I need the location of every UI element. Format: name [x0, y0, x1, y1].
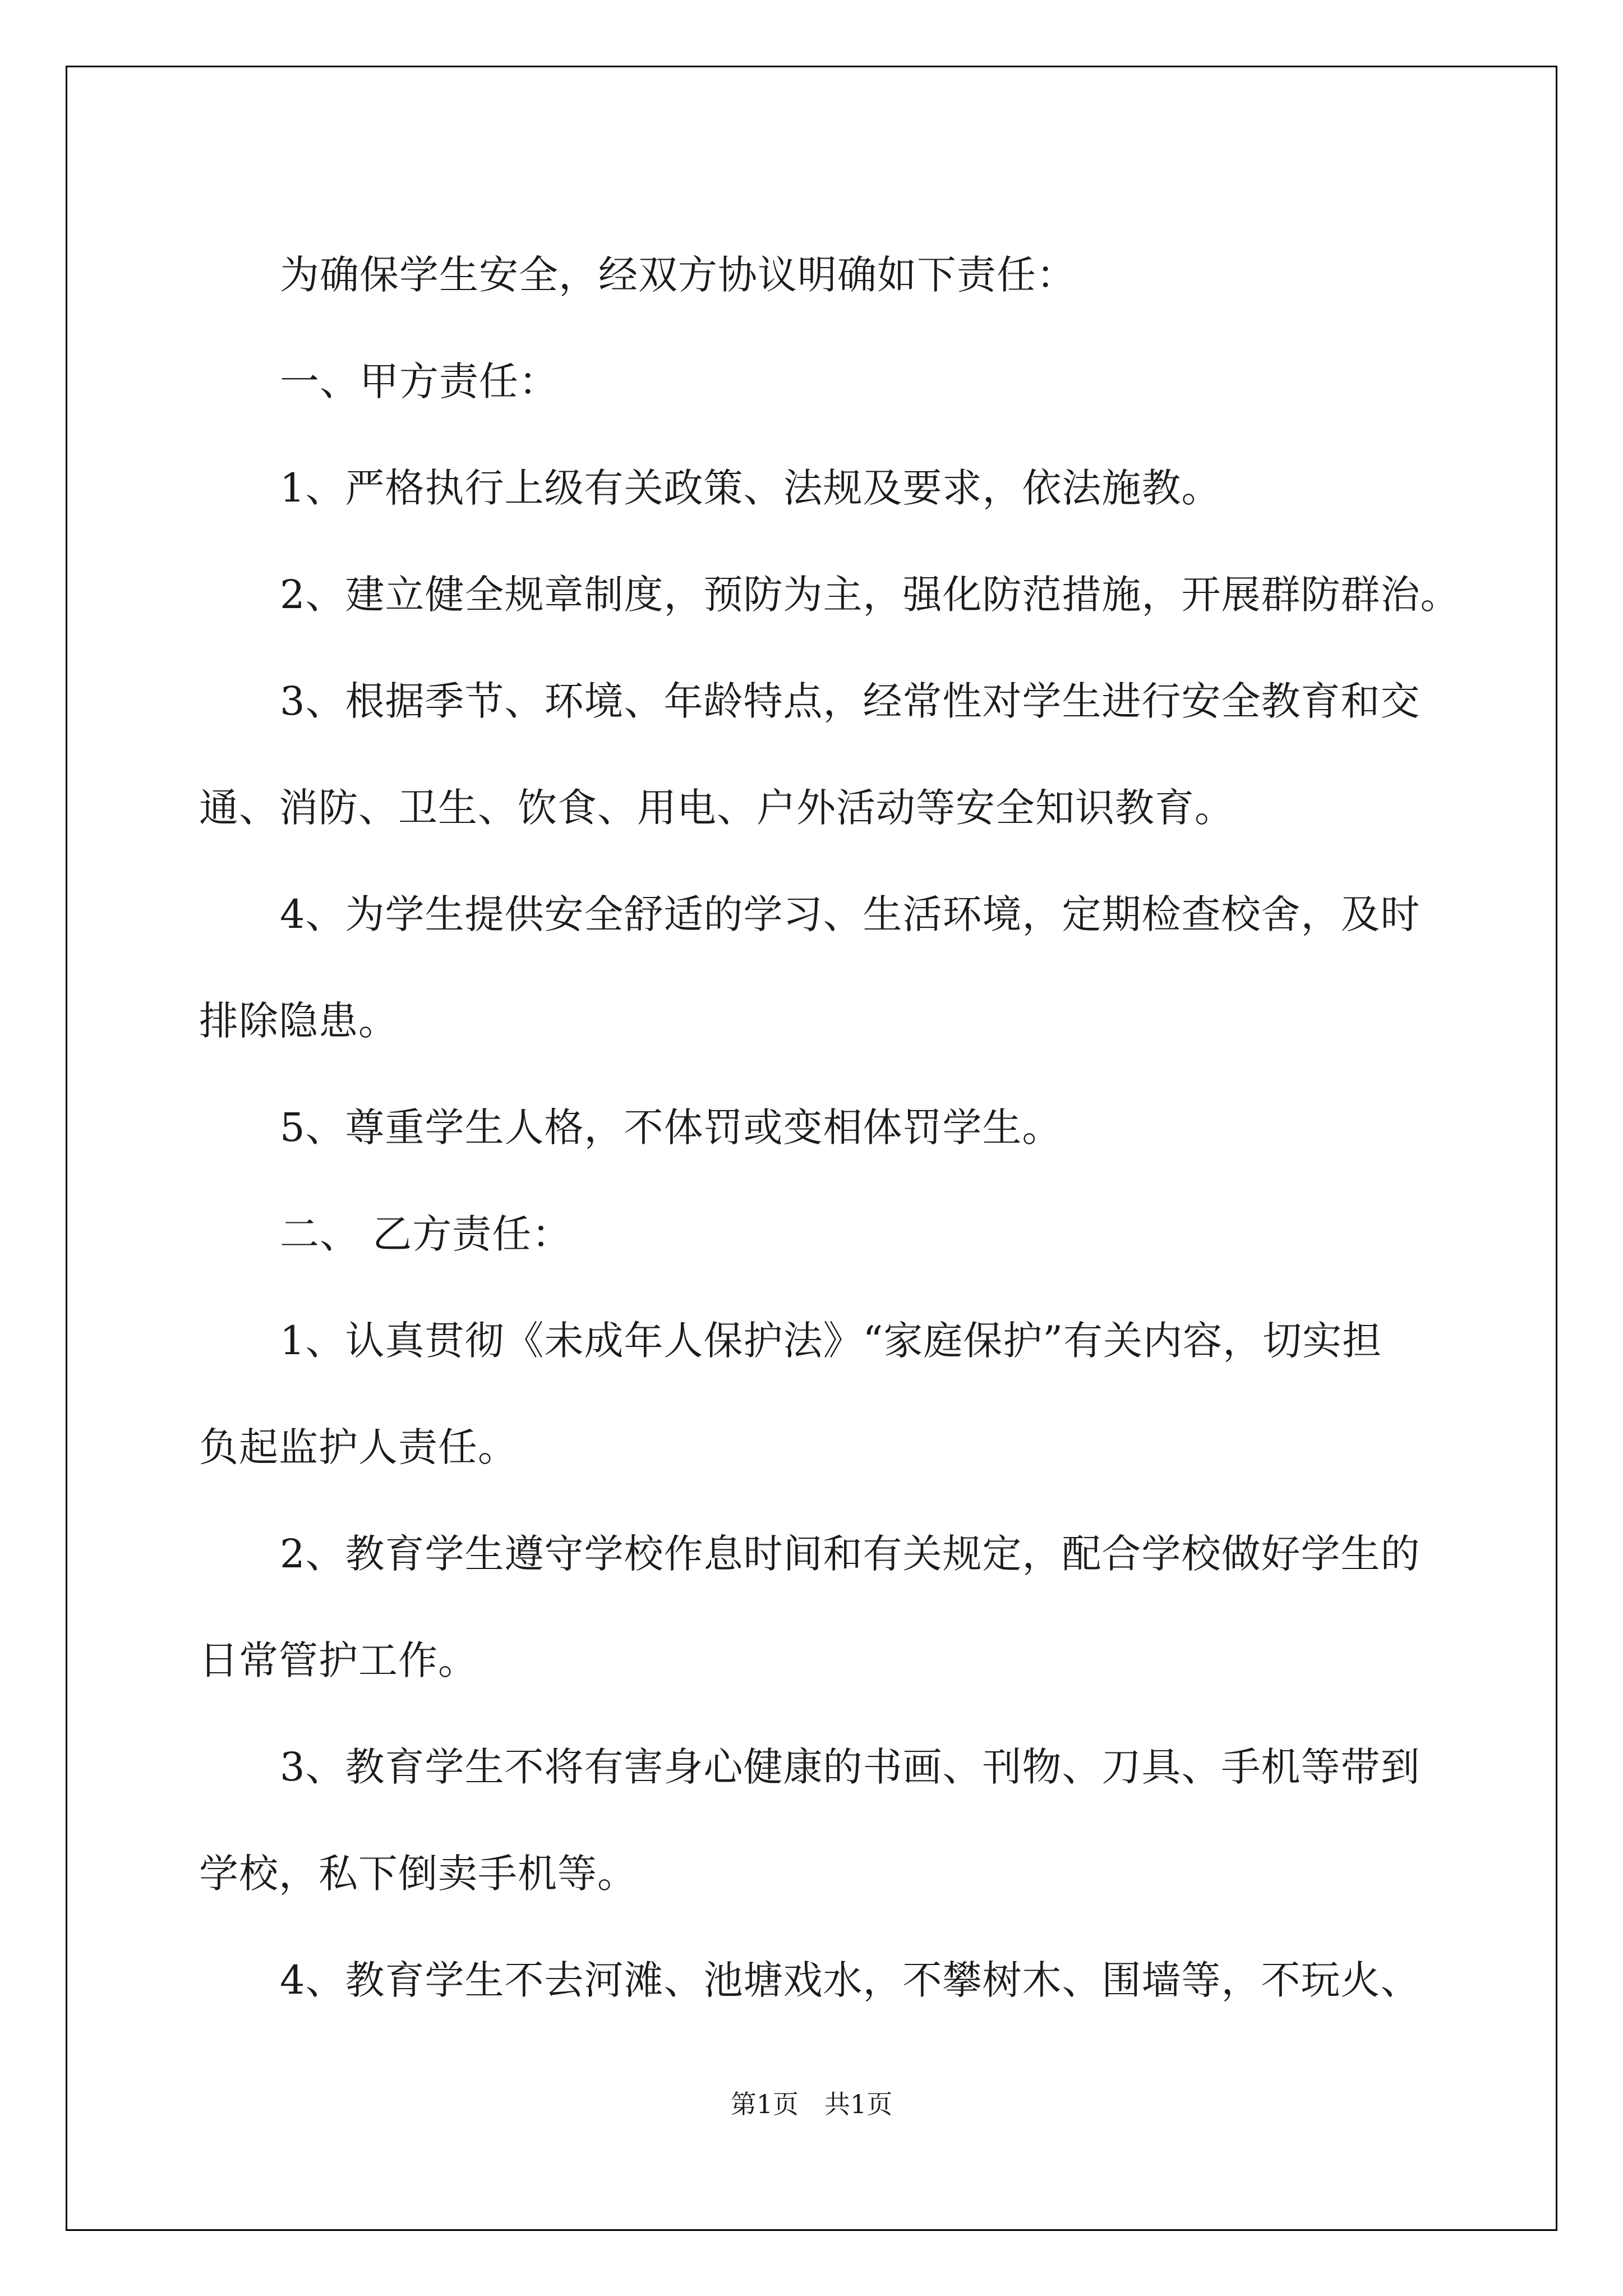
text-line: 日常管护工作。 — [199, 1637, 478, 1683]
text-line: 5、尊重学生人格，不体罚或变相体罚学生。 — [280, 1105, 1062, 1151]
text-line: 3、教育学生不将有害身心健康的书画、刊物、刀具、手机等带到 — [280, 1744, 1421, 1790]
section-heading: 二、 乙方责任： — [280, 1211, 572, 1257]
text-line: 学校，私下倒卖手机等。 — [199, 1851, 637, 1897]
text-line: 3、根据季节、环境、年龄特点，经常性对学生进行安全教育和交 — [280, 678, 1421, 724]
text-line: 排除隐患。 — [199, 998, 398, 1044]
text-line: 负起监护人责任。 — [199, 1424, 518, 1470]
page-number: 第1页 共1页 — [730, 2089, 893, 2119]
page-footer — [0, 2084, 1623, 2121]
text-line: 通、消防、卫生、饮食、用电、户外活动等安全知识教育。 — [199, 785, 1234, 831]
text-line: 1、严格执行上级有关政策、法规及要求，依法施教。 — [280, 465, 1221, 511]
text-line: 2、教育学生遵守学校作息时间和有关规定，配合学校做好学生的 — [280, 1531, 1421, 1577]
document-body — [199, 222, 1460, 2033]
section-heading: 一、甲方责任： — [280, 358, 559, 404]
text-line: 2、建立健全规章制度，预防为主，强化防范措施，开展群防群治。 — [280, 572, 1460, 618]
text-line: 4、为学生提供安全舒适的学习、生活环境，定期检查校舍，及时 — [280, 891, 1421, 937]
text-line: 为确保学生安全，经双方协议明确如下责任： — [280, 252, 1076, 298]
text-line: 4、教育学生不去河滩、池塘戏水，不攀树木、围墙等，不玩火、 — [280, 1957, 1421, 2003]
text-line: 1、认真贯彻《未成年人保护法》“家庭保护”有关内容，切实担 — [280, 1318, 1382, 1364]
